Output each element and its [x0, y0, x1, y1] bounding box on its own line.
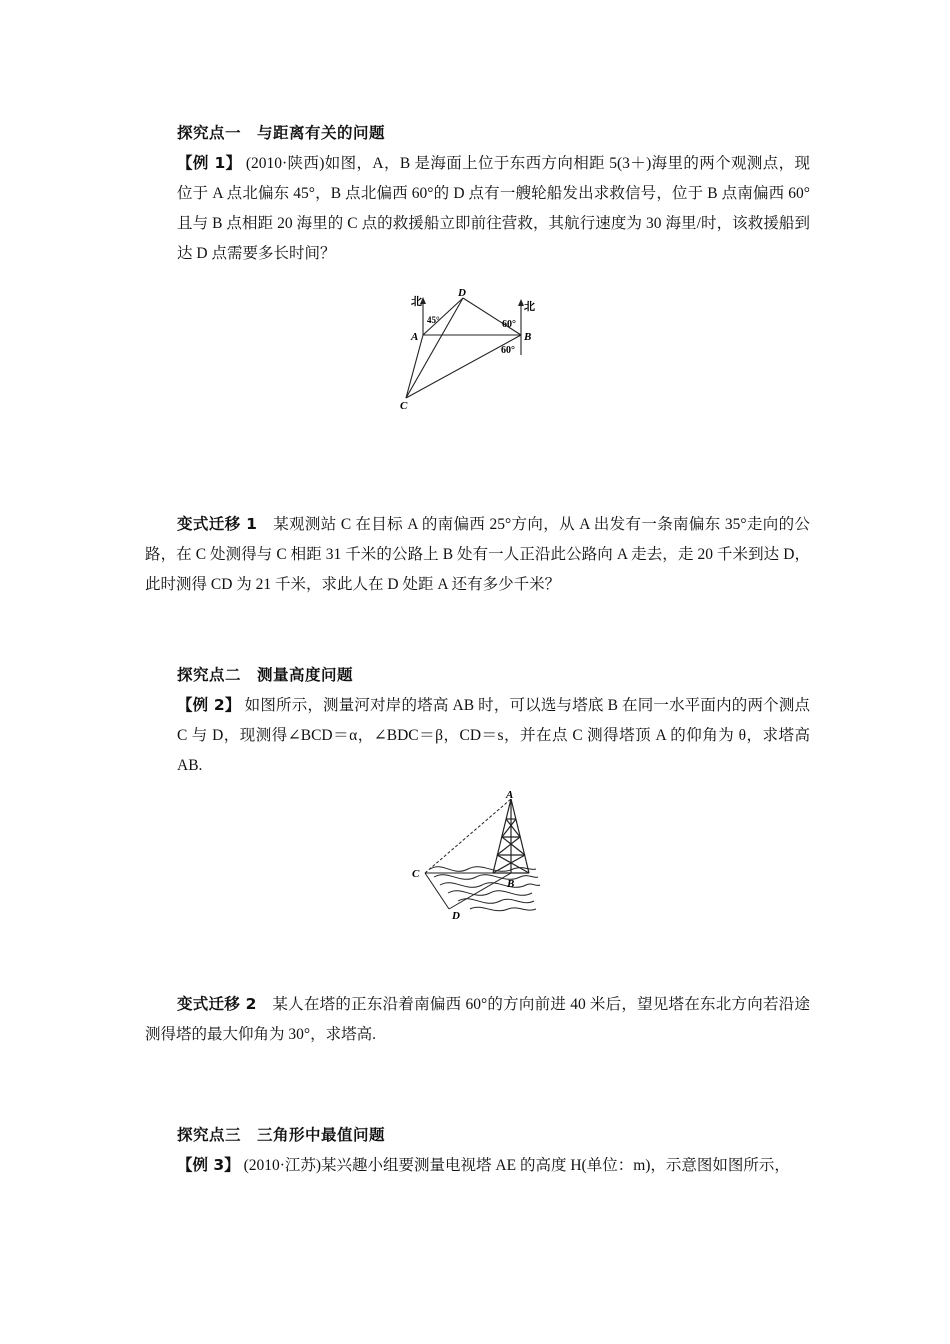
angle-b-top-label: 60°	[501, 319, 516, 330]
spacer	[145, 413, 810, 509]
example1-tag: 【例 1】	[177, 154, 242, 172]
example3-text: (2010·江苏)某兴趣小组要测量电视塔 AE 的高度 H(单位：m)，示意图如图所示，	[243, 1157, 790, 1174]
variant1-tag: 变式迁移 1	[177, 515, 257, 533]
figure-2-svg	[408, 789, 548, 929]
point-c-label: C	[411, 868, 419, 880]
line-cd	[425, 873, 449, 909]
north-label-left: 北	[410, 296, 422, 308]
angle-b-bottom-label: 60°	[500, 345, 515, 356]
section1-heading: 探究点一 与距离有关的问题	[177, 124, 386, 142]
point-a-label: A	[505, 789, 513, 801]
example1-paragraph	[145, 148, 810, 269]
point-b-label: B	[523, 331, 531, 343]
variant1-paragraph	[145, 509, 810, 600]
figure-1	[399, 283, 553, 413]
variant2-tag: 变式迁移 2	[177, 995, 257, 1013]
point-c-label: C	[399, 400, 407, 412]
point-a-label: A	[410, 331, 418, 343]
point-d-label: D	[451, 910, 460, 922]
example3-tag: 【例 3】	[177, 1156, 240, 1174]
document-page	[145, 118, 810, 1181]
example2-tag: 【例 2】	[177, 696, 241, 714]
spacer	[145, 1050, 810, 1120]
spacer	[145, 600, 810, 660]
variant1-text: 某观测站 C 在目标 A 的南偏西 25°方向，从 A 出发有一条南偏东 35°走向的公路，在 C 处测得与 C 相距 31 千米的公路上 B 处有一人正沿此公路向 A 走去，走 20 千米到达 D，此时测得 CD 为 21 千米，求此人在 D 处距 A 还有多少千米？	[145, 516, 810, 593]
example2-paragraph	[145, 690, 810, 781]
section3-heading: 探究点三 三角形中最值问题	[177, 1126, 386, 1144]
section2-heading: 探究点二 测量高度问题	[177, 666, 354, 684]
variant2-paragraph	[145, 989, 810, 1050]
figure-1-svg	[399, 283, 553, 413]
line-ac	[406, 335, 423, 398]
figure-2	[408, 789, 548, 929]
point-d-label: D	[457, 287, 466, 299]
angle-a-label: 45°	[426, 315, 440, 325]
north-label-right: 北	[523, 301, 535, 313]
example3-paragraph	[145, 1150, 810, 1181]
example2-text: 如图所示，测量河对岸的塔高 AB 时，可以选与塔底 B 在同一水平面内的两个测点 C 与 D，现测得∠BCD＝α，∠BDC＝β，CD＝s，并在点 C 测得塔顶 A 的仰角为 θ，求塔高 AB.	[177, 697, 811, 774]
line-ca	[425, 799, 511, 873]
point-b-label: B	[506, 878, 514, 890]
variant2-text: 某人在塔的正东沿着南偏西 60°的方向前进 40 米后，望见塔在东北方向若沿途测得塔的最大仰角为 30°，求塔高.	[145, 996, 810, 1043]
spacer	[145, 929, 810, 989]
example1-text: (2010·陕西)如图，A，B 是海面上位于东西方向相距 5(3＋)海里的两个观测点，现位于 A 点北偏东 45°，B 点北偏西 60°的 D 点有一艘轮船发出求救信号，位于 B 点南偏西 60°且与 B 点相距 20 海里的 C 点的救援船立即前往营救，其航行速度为 30 海里/时，该救援船到达 D 点需要多长时间？	[177, 155, 811, 262]
